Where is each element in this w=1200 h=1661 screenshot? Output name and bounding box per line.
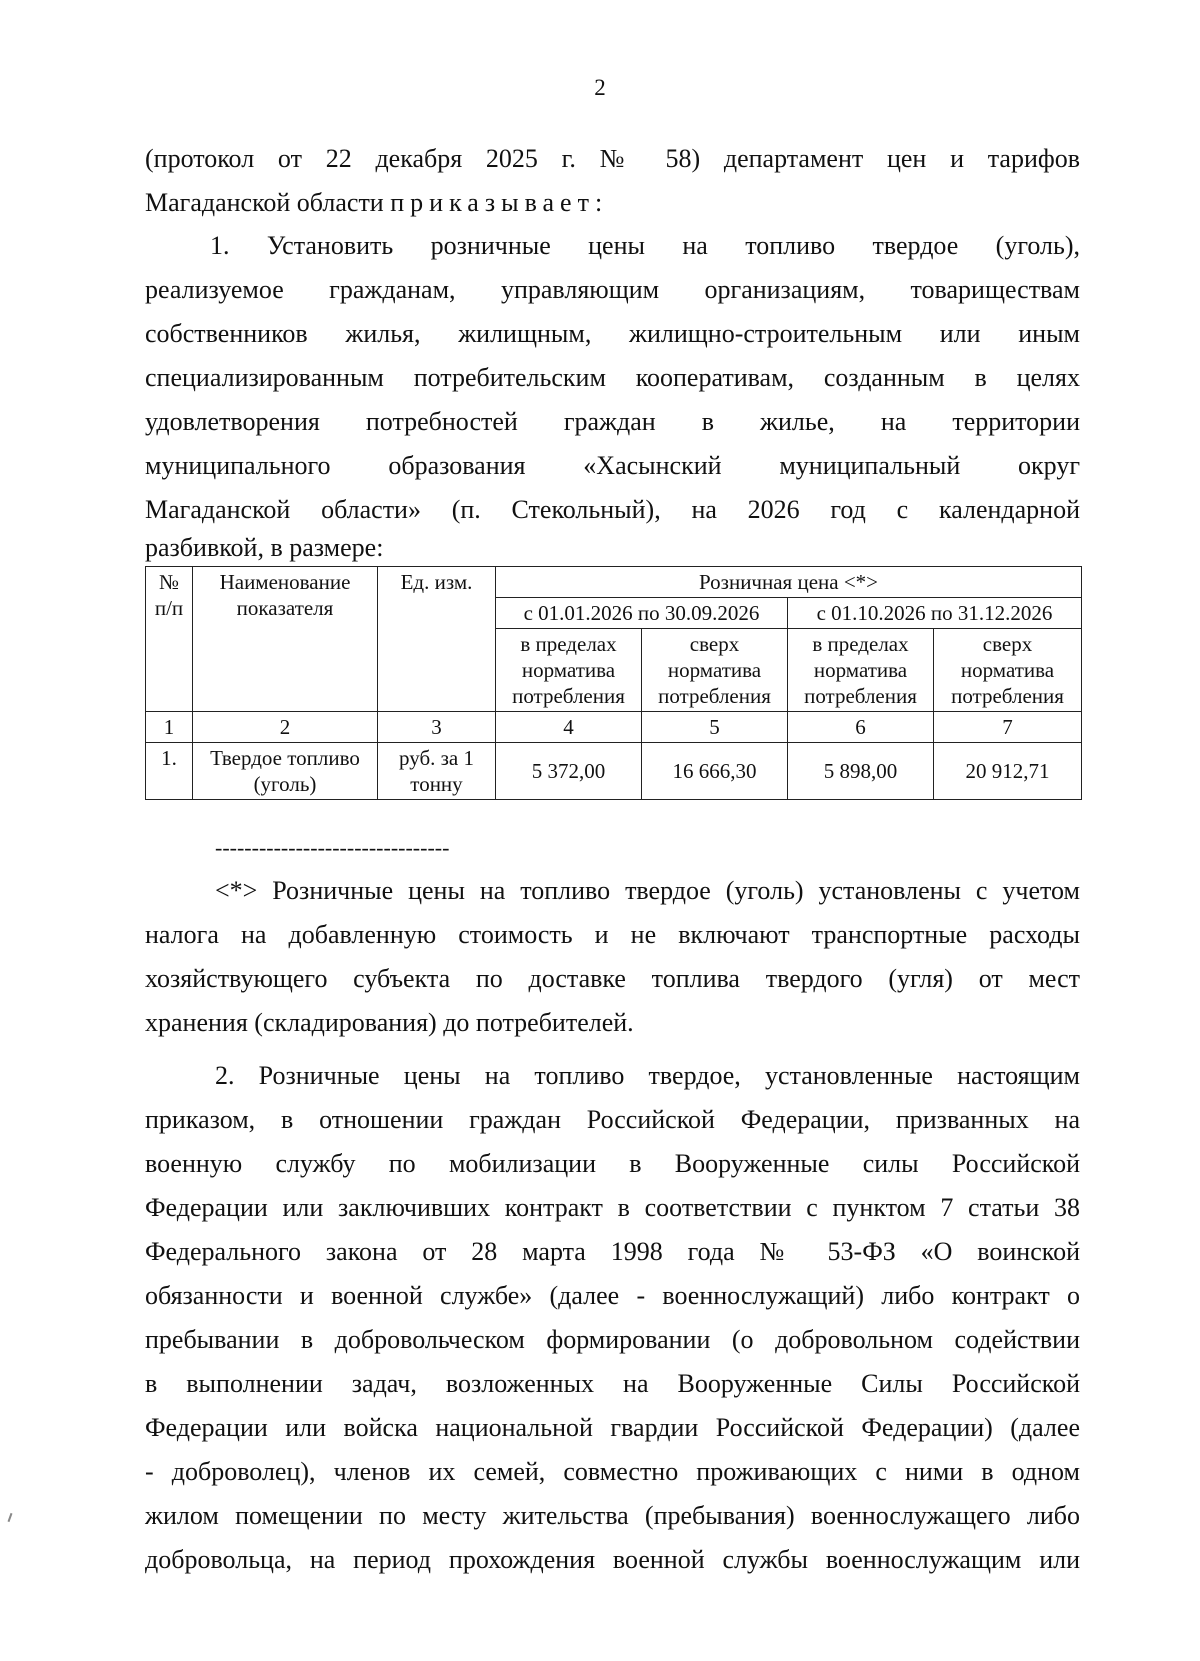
item2-line-9: Федерации или войска национальной гвардии Российской Федерации) (далее: [145, 1413, 1080, 1442]
table-header-row-1: [146, 567, 1082, 598]
row-unit: руб. за 1 тонну: [378, 743, 496, 800]
item2-line-1: 2. Розничные цены на топливо твердое, установленные настоящим: [215, 1061, 1080, 1090]
footnote-separator: --------------------------------: [215, 835, 450, 860]
item1-line-3: собственников жилья, жилищным, жилищно-строительным или иным: [145, 319, 1080, 348]
header-above-norm-2: сверх норматива потребления: [934, 629, 1082, 712]
header-within-norm-1: в пределах норматива потребления: [496, 629, 642, 712]
header-period-1: с 01.01.2026 по 30.09.2026: [496, 598, 788, 629]
item1-line-2: реализуемое гражданам, управляющим организациям, товариществам: [145, 275, 1080, 304]
price-table: [145, 566, 1082, 800]
row-name: Твердое топливо (уголь): [193, 743, 378, 800]
header-above-norm-1: сверх норматива потребления: [642, 629, 788, 712]
item2-line-8: в выполнении задач, возложенных на Вооруженные Силы Российской: [145, 1369, 1080, 1398]
row-num: 1.: [146, 743, 193, 800]
table-column-numbers-row: [146, 712, 1082, 743]
item1-line-5: удовлетворения потребностей граждан в жилье, на территории: [145, 407, 1080, 436]
table-row: [146, 743, 1082, 800]
page-number: 2: [594, 75, 606, 100]
row-price-within-1: 5 372,00: [496, 743, 642, 800]
header-unit: Ед. изм.: [378, 567, 496, 712]
header-retail-price: Розничная цена <*>: [496, 567, 1082, 598]
row-price-within-2: 5 898,00: [788, 743, 934, 800]
footnote-line-2: налога на добавленную стоимость и не включают транспортные расходы: [145, 920, 1080, 949]
footnote-line-3: хозяйствующего субъекта по доставке топлива твердого (угля) от мест: [145, 964, 1080, 993]
header-name: Наименование показателя: [193, 567, 378, 712]
item2-line-10: - доброволец), членов их семей, совместно проживающих с ними в одном: [145, 1457, 1080, 1486]
footnote-line-1: <*> Розничные цены на топливо твердое (уголь) установлены с учетом: [215, 876, 1080, 905]
col-number: 2: [193, 712, 378, 743]
item2-line-3: военную службу по мобилизации в Вооруженные силы Российской: [145, 1149, 1080, 1178]
item2-line-5: Федерального закона от 28 марта 1998 года № 53-ФЗ «О воинской: [145, 1237, 1080, 1266]
col-number: 5: [642, 712, 788, 743]
intro-order-word: приказывает:: [390, 188, 609, 217]
item1-line-7: Магаданской области» (п. Стекольный), на 2026 год с календарной: [145, 495, 1080, 524]
item1-last-line: разбивкой, в размере:: [145, 533, 384, 562]
header-num: № п/п: [146, 567, 193, 712]
intro-line-2-prefix: Магаданской области: [145, 188, 391, 217]
scan-speck: [8, 1513, 13, 1522]
item1-line-4: специализированным потребительским кооперативам, созданным в целях: [145, 363, 1080, 392]
col-number: 6: [788, 712, 934, 743]
item2-line-7: пребывании в добровольческом формировании (о добровольном содействии: [145, 1325, 1080, 1354]
item2-line-12: добровольца, на период прохождения военной службы военнослужащим или: [145, 1545, 1080, 1574]
col-number: 7: [934, 712, 1082, 743]
item1-line-6: муниципального образования «Хасынский муниципальный округ: [145, 451, 1080, 480]
header-within-norm-2: в пределах норматива потребления: [788, 629, 934, 712]
item1-line-1: 1. Установить розничные цены на топливо твердое (уголь),: [210, 231, 1080, 260]
footnote-last-line: хранения (складирования) до потребителей.: [145, 1008, 634, 1037]
item2-line-6: обязанности и военной службе» (далее - военнослужащий) либо контракт о: [145, 1281, 1080, 1310]
col-number: 4: [496, 712, 642, 743]
item2-line-4: Федерации или заключивших контракт в соответствии с пунктом 7 статьи 38: [145, 1193, 1080, 1222]
item2-line-11: жилом помещении по месту жительства (пребывания) военнослужащего либо: [145, 1501, 1080, 1530]
item2-line-2: приказом, в отношении граждан Российской Федерации, призванных на: [145, 1105, 1080, 1134]
row-price-above-1: 16 666,30: [642, 743, 788, 800]
header-period-2: с 01.10.2026 по 31.12.2026: [788, 598, 1082, 629]
row-price-above-2: 20 912,71: [934, 743, 1082, 800]
col-number: 3: [378, 712, 496, 743]
intro-line-1: (протокол от 22 декабря 2025 г. № 58) департамент цен и тарифов: [145, 144, 1080, 173]
intro-line-2: [145, 181, 1080, 225]
col-number: 1: [146, 712, 193, 743]
